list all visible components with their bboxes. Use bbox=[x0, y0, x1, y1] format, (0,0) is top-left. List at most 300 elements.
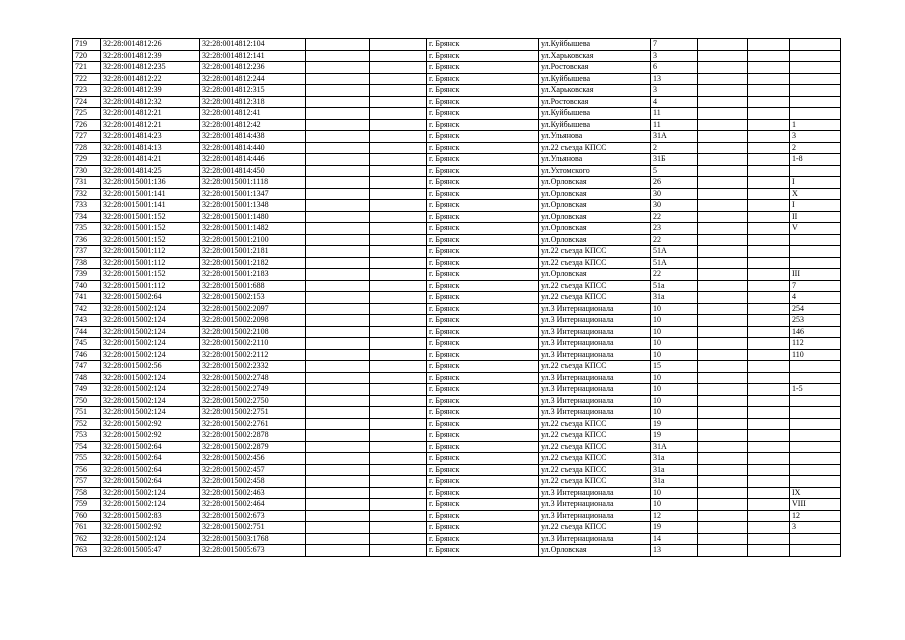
parcel-number-cell: 32:28:0014814:25 bbox=[101, 165, 200, 177]
city-cell: г. Брянск bbox=[427, 269, 539, 281]
object-number-cell: 32:28:0014812:244 bbox=[200, 73, 306, 85]
table-row bbox=[73, 430, 841, 442]
street-cell: ул.Ульянова bbox=[539, 131, 651, 143]
row-number-cell: 721 bbox=[73, 62, 101, 74]
parcel-number-cell: 32:28:0015002:92 bbox=[101, 522, 200, 534]
blank-cell-a bbox=[306, 441, 370, 453]
house-number-cell: 11 bbox=[651, 119, 698, 131]
blank-cell-b bbox=[370, 246, 427, 258]
parcel-number-cell: 32:28:0015002:124 bbox=[101, 326, 200, 338]
unit-number-cell: 12 bbox=[790, 510, 841, 522]
blank-cell-c bbox=[698, 326, 748, 338]
blank-cell-c bbox=[698, 384, 748, 396]
house-number-cell: 5 bbox=[651, 165, 698, 177]
unit-number-cell: VIII bbox=[790, 499, 841, 511]
city-cell: г. Брянск bbox=[427, 533, 539, 545]
city-cell: г. Брянск bbox=[427, 62, 539, 74]
city-cell: г. Брянск bbox=[427, 50, 539, 62]
table-row bbox=[73, 188, 841, 200]
row-number-cell: 752 bbox=[73, 418, 101, 430]
table-row bbox=[73, 545, 841, 557]
unit-number-cell bbox=[790, 395, 841, 407]
unit-number-cell bbox=[790, 234, 841, 246]
unit-number-cell: 2 bbox=[790, 142, 841, 154]
blank-cell-a bbox=[306, 453, 370, 465]
blank-cell-b bbox=[370, 154, 427, 166]
street-cell: ул.3 Интернационала bbox=[539, 499, 651, 511]
blank-cell-c bbox=[698, 487, 748, 499]
blank-cell-d bbox=[748, 407, 790, 419]
house-number-cell: 10 bbox=[651, 315, 698, 327]
parcel-number-cell: 32:28:0014814:23 bbox=[101, 131, 200, 143]
table-row bbox=[73, 292, 841, 304]
street-cell: ул.22 съезда КПСС bbox=[539, 430, 651, 442]
object-number-cell: 32:28:0014812:315 bbox=[200, 85, 306, 97]
city-cell: г. Брянск bbox=[427, 177, 539, 189]
table-row bbox=[73, 441, 841, 453]
blank-cell-a bbox=[306, 257, 370, 269]
city-cell: г. Брянск bbox=[427, 464, 539, 476]
street-cell: ул.Ульянова bbox=[539, 154, 651, 166]
blank-cell-c bbox=[698, 280, 748, 292]
row-number-cell: 739 bbox=[73, 269, 101, 281]
object-number-cell: 32:28:0015002:2097 bbox=[200, 303, 306, 315]
object-number-cell: 32:28:0015002:2108 bbox=[200, 326, 306, 338]
unit-number-cell: 3 bbox=[790, 131, 841, 143]
blank-cell-b bbox=[370, 257, 427, 269]
blank-cell-b bbox=[370, 487, 427, 499]
blank-cell-d bbox=[748, 349, 790, 361]
table-row bbox=[73, 257, 841, 269]
blank-cell-b bbox=[370, 85, 427, 97]
blank-cell-a bbox=[306, 326, 370, 338]
house-number-cell: 30 bbox=[651, 200, 698, 212]
table-row bbox=[73, 177, 841, 189]
blank-cell-d bbox=[748, 315, 790, 327]
house-number-cell: 51А bbox=[651, 246, 698, 258]
city-cell: г. Брянск bbox=[427, 39, 539, 51]
object-number-cell: 32:28:0014812:41 bbox=[200, 108, 306, 120]
row-number-cell: 749 bbox=[73, 384, 101, 396]
city-cell: г. Брянск bbox=[427, 131, 539, 143]
street-cell: ул.22 съезда КПСС bbox=[539, 246, 651, 258]
house-number-cell: 13 bbox=[651, 73, 698, 85]
parcel-number-cell: 32:28:0015002:124 bbox=[101, 407, 200, 419]
street-cell: ул.22 съезда КПСС bbox=[539, 476, 651, 488]
row-number-cell: 743 bbox=[73, 315, 101, 327]
city-cell: г. Брянск bbox=[427, 453, 539, 465]
city-cell: г. Брянск bbox=[427, 372, 539, 384]
blank-cell-c bbox=[698, 39, 748, 51]
row-number-cell: 736 bbox=[73, 234, 101, 246]
street-cell: ул.Ухтомского bbox=[539, 165, 651, 177]
blank-cell-a bbox=[306, 384, 370, 396]
row-number-cell: 746 bbox=[73, 349, 101, 361]
street-cell: ул.Орловская bbox=[539, 269, 651, 281]
street-cell: ул.22 съезда КПСС bbox=[539, 142, 651, 154]
blank-cell-b bbox=[370, 292, 427, 304]
row-number-cell: 740 bbox=[73, 280, 101, 292]
object-number-cell: 32:28:0015001:2183 bbox=[200, 269, 306, 281]
parcel-number-cell: 32:28:0015002:92 bbox=[101, 418, 200, 430]
house-number-cell: 10 bbox=[651, 407, 698, 419]
unit-number-cell: 1-5 bbox=[790, 384, 841, 396]
unit-number-cell: I bbox=[790, 177, 841, 189]
object-number-cell: 32:28:0015001:1482 bbox=[200, 223, 306, 235]
row-number-cell: 734 bbox=[73, 211, 101, 223]
object-number-cell: 32:28:0015002:2750 bbox=[200, 395, 306, 407]
blank-cell-c bbox=[698, 85, 748, 97]
blank-cell-a bbox=[306, 177, 370, 189]
blank-cell-d bbox=[748, 85, 790, 97]
parcel-number-cell: 32:28:0014814:13 bbox=[101, 142, 200, 154]
blank-cell-c bbox=[698, 315, 748, 327]
table-row bbox=[73, 165, 841, 177]
blank-cell-b bbox=[370, 131, 427, 143]
blank-cell-d bbox=[748, 246, 790, 258]
city-cell: г. Брянск bbox=[427, 200, 539, 212]
parcel-number-cell: 32:28:0014812:26 bbox=[101, 39, 200, 51]
street-cell: ул.Орловская bbox=[539, 188, 651, 200]
table-row bbox=[73, 326, 841, 338]
blank-cell-d bbox=[748, 119, 790, 131]
city-cell: г. Брянск bbox=[427, 407, 539, 419]
house-number-cell: 10 bbox=[651, 326, 698, 338]
row-number-cell: 757 bbox=[73, 476, 101, 488]
blank-cell-d bbox=[748, 361, 790, 373]
parcel-number-cell: 32:28:0015001:141 bbox=[101, 188, 200, 200]
parcel-number-cell: 32:28:0015001:152 bbox=[101, 269, 200, 281]
table-row bbox=[73, 96, 841, 108]
blank-cell-a bbox=[306, 188, 370, 200]
house-number-cell: 51А bbox=[651, 257, 698, 269]
blank-cell-a bbox=[306, 39, 370, 51]
house-number-cell: 3 bbox=[651, 50, 698, 62]
parcel-number-cell: 32:28:0014812:21 bbox=[101, 108, 200, 120]
city-cell: г. Брянск bbox=[427, 430, 539, 442]
street-cell: ул.3 Интернационала bbox=[539, 533, 651, 545]
street-cell: ул.22 съезда КПСС bbox=[539, 464, 651, 476]
unit-number-cell: I bbox=[790, 200, 841, 212]
house-number-cell: 10 bbox=[651, 372, 698, 384]
street-cell: ул.22 съезда КПСС bbox=[539, 441, 651, 453]
unit-number-cell bbox=[790, 62, 841, 74]
blank-cell-a bbox=[306, 119, 370, 131]
house-number-cell: 10 bbox=[651, 384, 698, 396]
table-row bbox=[73, 73, 841, 85]
object-number-cell: 32:28:0015002:2098 bbox=[200, 315, 306, 327]
street-cell: ул.3 Интернационала bbox=[539, 338, 651, 350]
parcel-number-cell: 32:28:0015002:124 bbox=[101, 384, 200, 396]
house-number-cell: 10 bbox=[651, 349, 698, 361]
blank-cell-d bbox=[748, 372, 790, 384]
blank-cell-a bbox=[306, 142, 370, 154]
object-number-cell: 32:28:0015002:456 bbox=[200, 453, 306, 465]
blank-cell-d bbox=[748, 418, 790, 430]
object-number-cell: 32:28:0015002:463 bbox=[200, 487, 306, 499]
city-cell: г. Брянск bbox=[427, 234, 539, 246]
table-row bbox=[73, 487, 841, 499]
blank-cell-a bbox=[306, 85, 370, 97]
row-number-cell: 742 bbox=[73, 303, 101, 315]
blank-cell-c bbox=[698, 177, 748, 189]
blank-cell-a bbox=[306, 499, 370, 511]
blank-cell-a bbox=[306, 476, 370, 488]
street-cell: ул.22 съезда КПСС bbox=[539, 280, 651, 292]
blank-cell-a bbox=[306, 315, 370, 327]
city-cell: г. Брянск bbox=[427, 119, 539, 131]
street-cell: ул.3 Интернационала bbox=[539, 395, 651, 407]
house-number-cell: 10 bbox=[651, 499, 698, 511]
object-number-cell: 32:28:0015002:2761 bbox=[200, 418, 306, 430]
table-row bbox=[73, 522, 841, 534]
blank-cell-a bbox=[306, 200, 370, 212]
unit-number-cell bbox=[790, 73, 841, 85]
city-cell: г. Брянск bbox=[427, 223, 539, 235]
city-cell: г. Брянск bbox=[427, 384, 539, 396]
city-cell: г. Брянск bbox=[427, 246, 539, 258]
blank-cell-d bbox=[748, 464, 790, 476]
object-number-cell: 32:28:0014812:141 bbox=[200, 50, 306, 62]
unit-number-cell: 112 bbox=[790, 338, 841, 350]
blank-cell-d bbox=[748, 476, 790, 488]
blank-cell-c bbox=[698, 533, 748, 545]
parcel-number-cell: 32:28:0015001:152 bbox=[101, 223, 200, 235]
unit-number-cell bbox=[790, 372, 841, 384]
unit-number-cell: 7 bbox=[790, 280, 841, 292]
blank-cell-b bbox=[370, 441, 427, 453]
row-number-cell: 729 bbox=[73, 154, 101, 166]
unit-number-cell bbox=[790, 361, 841, 373]
blank-cell-d bbox=[748, 292, 790, 304]
parcel-number-cell: 32:28:0015002:124 bbox=[101, 372, 200, 384]
blank-cell-b bbox=[370, 395, 427, 407]
blank-cell-c bbox=[698, 108, 748, 120]
blank-cell-a bbox=[306, 50, 370, 62]
blank-cell-a bbox=[306, 418, 370, 430]
blank-cell-b bbox=[370, 119, 427, 131]
blank-cell-a bbox=[306, 372, 370, 384]
blank-cell-a bbox=[306, 246, 370, 258]
blank-cell-d bbox=[748, 510, 790, 522]
street-cell: ул.22 съезда КПСС bbox=[539, 418, 651, 430]
street-cell: ул.22 съезда КПСС bbox=[539, 257, 651, 269]
blank-cell-d bbox=[748, 39, 790, 51]
row-number-cell: 730 bbox=[73, 165, 101, 177]
unit-number-cell bbox=[790, 430, 841, 442]
blank-cell-a bbox=[306, 395, 370, 407]
street-cell: ул.Ростовская bbox=[539, 62, 651, 74]
house-number-cell: 31а bbox=[651, 292, 698, 304]
row-number-cell: 745 bbox=[73, 338, 101, 350]
parcel-number-cell: 32:28:0015002:124 bbox=[101, 395, 200, 407]
street-cell: ул.Орловская bbox=[539, 177, 651, 189]
blank-cell-b bbox=[370, 418, 427, 430]
blank-cell-b bbox=[370, 522, 427, 534]
street-cell: ул.3 Интернационала bbox=[539, 372, 651, 384]
blank-cell-a bbox=[306, 361, 370, 373]
table-row bbox=[73, 50, 841, 62]
blank-cell-a bbox=[306, 464, 370, 476]
parcel-number-cell: 32:28:0015001:152 bbox=[101, 211, 200, 223]
city-cell: г. Брянск bbox=[427, 85, 539, 97]
blank-cell-b bbox=[370, 464, 427, 476]
street-cell: ул.Куйбышева bbox=[539, 108, 651, 120]
table-row bbox=[73, 303, 841, 315]
row-number-cell: 722 bbox=[73, 73, 101, 85]
city-cell: г. Брянск bbox=[427, 292, 539, 304]
table-row bbox=[73, 119, 841, 131]
blank-cell-a bbox=[306, 62, 370, 74]
blank-cell-d bbox=[748, 154, 790, 166]
object-number-cell: 32:28:0015002:457 bbox=[200, 464, 306, 476]
row-number-cell: 719 bbox=[73, 39, 101, 51]
row-number-cell: 751 bbox=[73, 407, 101, 419]
unit-number-cell bbox=[790, 453, 841, 465]
blank-cell-b bbox=[370, 545, 427, 557]
street-cell: ул.Харьковская bbox=[539, 50, 651, 62]
blank-cell-b bbox=[370, 50, 427, 62]
row-number-cell: 744 bbox=[73, 326, 101, 338]
row-number-cell: 756 bbox=[73, 464, 101, 476]
parcel-number-cell: 32:28:0015002:64 bbox=[101, 453, 200, 465]
blank-cell-b bbox=[370, 303, 427, 315]
object-number-cell: 32:28:0015005:673 bbox=[200, 545, 306, 557]
blank-cell-c bbox=[698, 464, 748, 476]
blank-cell-c bbox=[698, 499, 748, 511]
house-number-cell: 31а bbox=[651, 464, 698, 476]
parcel-number-cell: 32:28:0015001:141 bbox=[101, 200, 200, 212]
parcel-number-cell: 32:28:0015002:83 bbox=[101, 510, 200, 522]
blank-cell-b bbox=[370, 200, 427, 212]
city-cell: г. Брянск bbox=[427, 211, 539, 223]
blank-cell-b bbox=[370, 62, 427, 74]
blank-cell-c bbox=[698, 246, 748, 258]
street-cell: ул.3 Интернационала bbox=[539, 510, 651, 522]
blank-cell-c bbox=[698, 349, 748, 361]
city-cell: г. Брянск bbox=[427, 96, 539, 108]
house-number-cell: 30 bbox=[651, 188, 698, 200]
city-cell: г. Брянск bbox=[427, 487, 539, 499]
unit-number-cell bbox=[790, 50, 841, 62]
house-number-cell: 4 bbox=[651, 96, 698, 108]
blank-cell-a bbox=[306, 510, 370, 522]
blank-cell-c bbox=[698, 430, 748, 442]
city-cell: г. Брянск bbox=[427, 545, 539, 557]
blank-cell-b bbox=[370, 384, 427, 396]
unit-number-cell bbox=[790, 545, 841, 557]
blank-cell-c bbox=[698, 119, 748, 131]
blank-cell-d bbox=[748, 269, 790, 281]
house-number-cell: 10 bbox=[651, 395, 698, 407]
blank-cell-b bbox=[370, 280, 427, 292]
blank-cell-a bbox=[306, 96, 370, 108]
object-number-cell: 32:28:0015002:2112 bbox=[200, 349, 306, 361]
street-cell: ул.3 Интернационала bbox=[539, 349, 651, 361]
blank-cell-c bbox=[698, 418, 748, 430]
house-number-cell: 22 bbox=[651, 234, 698, 246]
street-cell: ул.Харьковская bbox=[539, 85, 651, 97]
parcel-number-cell: 32:28:0015002:124 bbox=[101, 349, 200, 361]
blank-cell-b bbox=[370, 326, 427, 338]
blank-cell-a bbox=[306, 234, 370, 246]
table-row bbox=[73, 510, 841, 522]
blank-cell-d bbox=[748, 522, 790, 534]
row-number-cell: 737 bbox=[73, 246, 101, 258]
object-number-cell: 32:28:0015001:2100 bbox=[200, 234, 306, 246]
row-number-cell: 760 bbox=[73, 510, 101, 522]
parcel-number-cell: 32:28:0015001:112 bbox=[101, 280, 200, 292]
table-row bbox=[73, 384, 841, 396]
blank-cell-d bbox=[748, 280, 790, 292]
object-number-cell: 32:28:0015002:2748 bbox=[200, 372, 306, 384]
house-number-cell: 10 bbox=[651, 303, 698, 315]
city-cell: г. Брянск bbox=[427, 108, 539, 120]
row-number-cell: 754 bbox=[73, 441, 101, 453]
row-number-cell: 731 bbox=[73, 177, 101, 189]
house-number-cell: 31а bbox=[651, 476, 698, 488]
blank-cell-b bbox=[370, 499, 427, 511]
row-number-cell: 720 bbox=[73, 50, 101, 62]
object-number-cell: 32:28:0015002:2751 bbox=[200, 407, 306, 419]
table-row bbox=[73, 269, 841, 281]
blank-cell-a bbox=[306, 292, 370, 304]
parcel-number-cell: 32:28:0014814:21 bbox=[101, 154, 200, 166]
parcel-number-cell: 32:28:0015002:124 bbox=[101, 315, 200, 327]
city-cell: г. Брянск bbox=[427, 476, 539, 488]
parcel-number-cell: 32:28:0015001:112 bbox=[101, 246, 200, 258]
parcel-number-cell: 32:28:0015002:64 bbox=[101, 464, 200, 476]
table-row bbox=[73, 395, 841, 407]
blank-cell-b bbox=[370, 96, 427, 108]
blank-cell-b bbox=[370, 510, 427, 522]
city-cell: г. Брянск bbox=[427, 510, 539, 522]
unit-number-cell: 254 bbox=[790, 303, 841, 315]
parcel-number-cell: 32:28:0014812:235 bbox=[101, 62, 200, 74]
row-number-cell: 755 bbox=[73, 453, 101, 465]
row-number-cell: 741 bbox=[73, 292, 101, 304]
unit-number-cell bbox=[790, 108, 841, 120]
row-number-cell: 724 bbox=[73, 96, 101, 108]
registry-table bbox=[72, 38, 841, 557]
house-number-cell: 31а bbox=[651, 453, 698, 465]
house-number-cell: 6 bbox=[651, 62, 698, 74]
blank-cell-b bbox=[370, 177, 427, 189]
parcel-number-cell: 32:28:0014812:21 bbox=[101, 119, 200, 131]
object-number-cell: 32:28:0014812:318 bbox=[200, 96, 306, 108]
table-row bbox=[73, 464, 841, 476]
blank-cell-b bbox=[370, 108, 427, 120]
blank-cell-a bbox=[306, 131, 370, 143]
blank-cell-a bbox=[306, 165, 370, 177]
blank-cell-a bbox=[306, 154, 370, 166]
street-cell: ул.Орловская bbox=[539, 234, 651, 246]
blank-cell-a bbox=[306, 223, 370, 235]
city-cell: г. Брянск bbox=[427, 522, 539, 534]
city-cell: г. Брянск bbox=[427, 154, 539, 166]
city-cell: г. Брянск bbox=[427, 338, 539, 350]
blank-cell-b bbox=[370, 349, 427, 361]
unit-number-cell bbox=[790, 96, 841, 108]
parcel-number-cell: 32:28:0015001:136 bbox=[101, 177, 200, 189]
blank-cell-a bbox=[306, 522, 370, 534]
unit-number-cell bbox=[790, 533, 841, 545]
object-number-cell: 32:28:0015001:1480 bbox=[200, 211, 306, 223]
blank-cell-c bbox=[698, 211, 748, 223]
unit-number-cell: 110 bbox=[790, 349, 841, 361]
house-number-cell: 3 bbox=[651, 85, 698, 97]
street-cell: ул.Куйбышева bbox=[539, 73, 651, 85]
